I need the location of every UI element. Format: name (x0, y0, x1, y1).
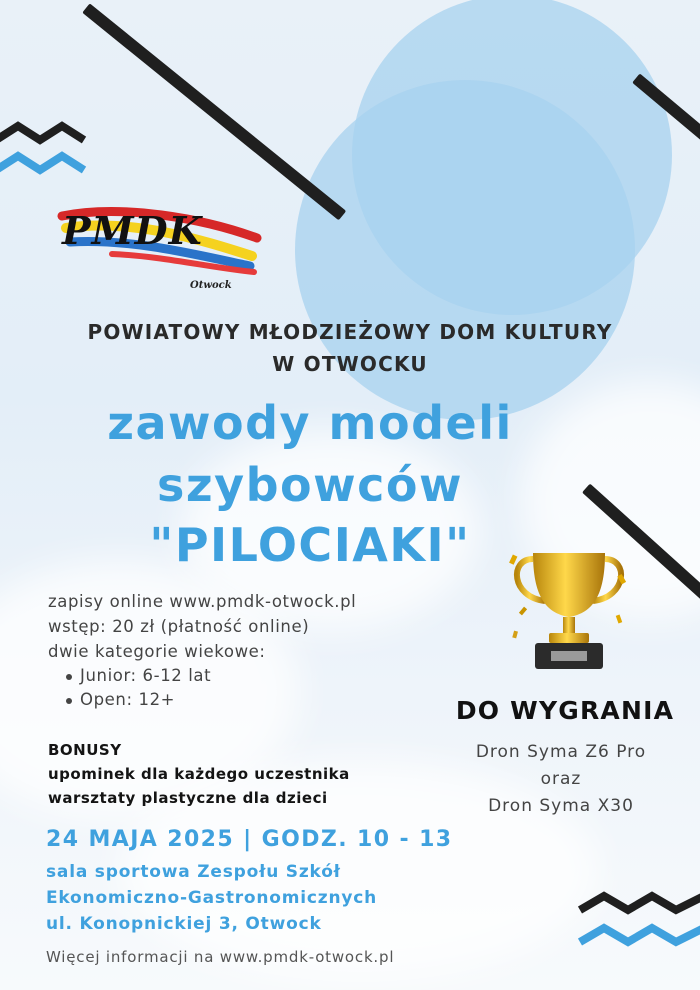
prize-line-3: Dron Syma X30 (488, 796, 634, 816)
prizes-title: DO WYGRANIA (455, 696, 675, 725)
venue-line-1: sala sportowa Zespołu Szkół (46, 862, 341, 882)
event-title-line-1: zawody modeli (107, 396, 513, 450)
stripe-decoration (82, 3, 346, 220)
organizer-line-2: W OTWOCKU (272, 352, 428, 376)
bonuses-title: BONUSY (48, 741, 122, 759)
zigzag-decoration (0, 118, 90, 188)
event-title-line-3: "PILOCIAKI" (149, 518, 471, 572)
categories-intro: dwie kategorie wiekowe: (48, 642, 266, 661)
venue-line-2: Ekonomiczno-Gastronomicznych (46, 888, 378, 908)
category-item (66, 666, 211, 685)
bonus-item: warsztaty plastyczne dla dzieci (48, 789, 328, 807)
zigzag-decoration (578, 888, 700, 958)
prize-line-2: oraz (540, 769, 582, 789)
pmdk-logo (52, 198, 262, 298)
event-title-line-2: szybowców (156, 458, 464, 512)
organizer-line-1: POWIATOWY MŁODZIEŻOWY DOM KULTURY (87, 320, 613, 344)
category-label: Junior: 6-12 lat (80, 666, 212, 685)
category-label: Open: 12+ (80, 690, 176, 709)
bullet-icon (66, 698, 72, 704)
bullet-icon (66, 674, 72, 680)
logo-subtext: Otwock (190, 280, 232, 291)
prize-line-1: Dron Syma Z6 Pro (475, 742, 647, 762)
category-item (66, 690, 175, 709)
logo-text: PMDK (62, 208, 203, 253)
footer-info: Więcej informacji na www.pmdk-otwock.pl (46, 948, 395, 966)
trophy-icon (505, 545, 635, 685)
venue-address: ul. Konopnickiej 3, Otwock (46, 914, 322, 934)
bonus-item: upominek dla każdego uczestnika (48, 765, 350, 783)
event-date-time: 24 MAJA 2025 | GODZ. 10 - 13 (46, 827, 453, 852)
fee-info: wstęp: 20 zł (płatność online) (48, 617, 310, 636)
registration-info: zapisy online www.pmdk-otwock.pl (48, 592, 357, 611)
